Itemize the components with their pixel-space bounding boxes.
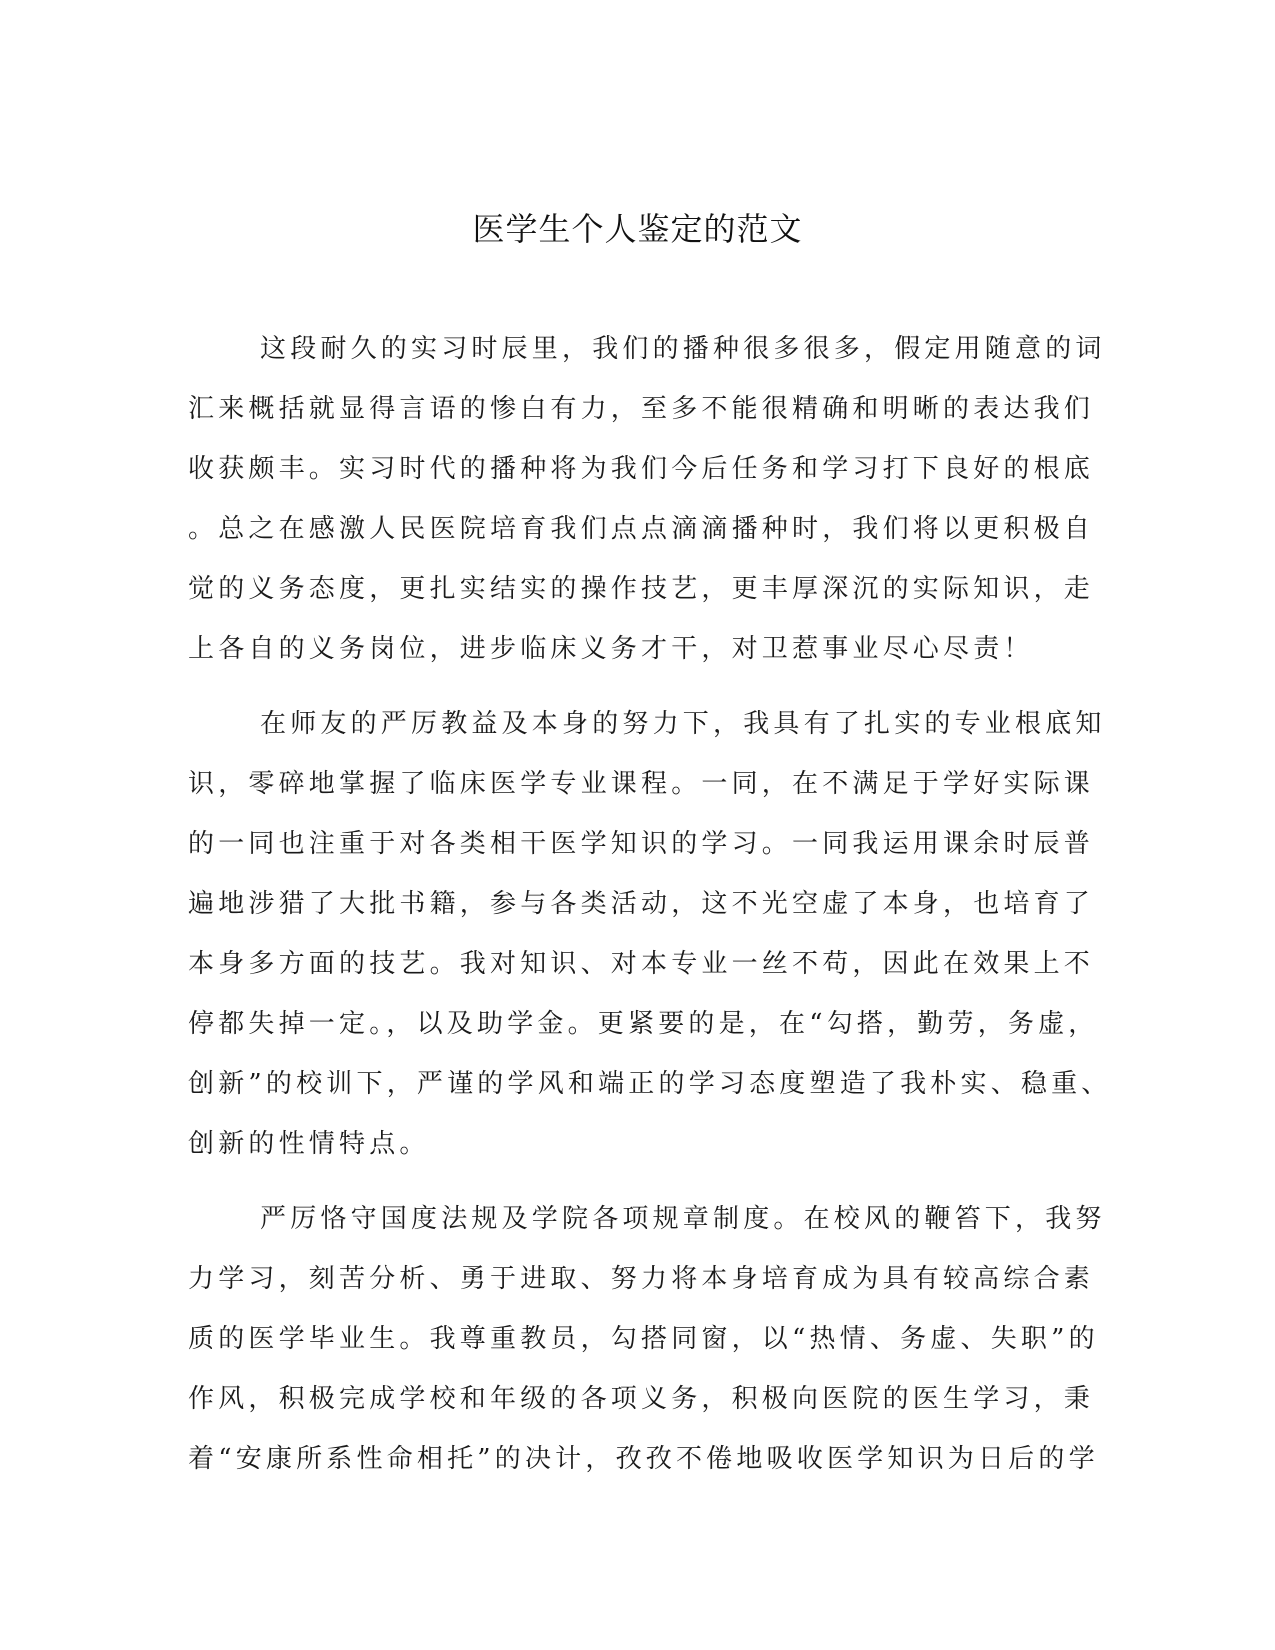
text-line: 觉的义务态度，更扎实结实的操作技艺，更丰厚深沉的实际知识，走 — [188, 574, 1095, 604]
text-line: 识，零碎地掌握了临床医学专业课程。一同，在不满足于学好实际课 — [188, 769, 1095, 799]
text-line: 汇来概括就显得言语的惨白有力，至多不能很精确和明晰的表达我们 — [188, 394, 1095, 424]
document-title: 医学生个人鉴定的范文 — [472, 210, 803, 248]
text-line: 收获颇丰。实习时代的播种将为我们今后任务和学习打下良好的根底 — [188, 454, 1095, 484]
paragraph-1 — [188, 319, 1106, 679]
text-line: 本身多方面的技艺。我对知识、对本专业一丝不苟，因此在效果上不 — [188, 949, 1095, 979]
text-line: 上各自的义务岗位，进步临床义务才干，对卫惹事业尽心尽责！ — [188, 634, 1034, 664]
text-line: 创新的性情特点。 — [188, 1129, 430, 1159]
text-line: 作风，积极完成学校和年级的各项义务，积极向医院的医生学习，秉 — [188, 1384, 1095, 1414]
text-line: 这段耐久的实习时辰里，我们的播种很多很多，假定用随意的词 — [260, 334, 1106, 364]
text-line: 停都失掉一定。，以及助学金。更紧要的是，在“勾搭，勤劳，务虚， — [188, 1009, 1099, 1039]
text-line: 力学习，刻苦分析、勇于进取、努力将本身培育成为具有较高综合素 — [188, 1264, 1095, 1294]
paragraph-2 — [188, 694, 1112, 1174]
text-line: 着“安康所系性命相托”的决计，孜孜不倦地吸收医学知识为日后的学 — [188, 1444, 1099, 1474]
text-line: 创新”的校训下，严谨的学风和端正的学习态度塑造了我朴实、稳重、 — [188, 1069, 1112, 1099]
text-line: 严厉恪守国度法规及学院各项规章制度。在校风的鞭笞下，我努 — [260, 1204, 1106, 1234]
paragraph-3 — [188, 1189, 1106, 1489]
text-line: 质的医学毕业生。我尊重教员，勾搭同窗，以“热情、务虚、失职”的 — [188, 1324, 1099, 1354]
document-body — [188, 319, 1112, 1504]
text-line: 的一同也注重于对各类相干医学知识的学习。一同我运用课余时辰普 — [188, 829, 1095, 859]
text-line: 。总之在感激人民医院培育我们点点滴滴播种时，我们将以更积极自 — [188, 514, 1095, 544]
text-line: 在师友的严厉教益及本身的努力下，我具有了扎实的专业根底知 — [260, 709, 1106, 739]
text-line: 遍地涉猎了大批书籍，参与各类活动，这不光空虚了本身，也培育了 — [188, 889, 1095, 919]
